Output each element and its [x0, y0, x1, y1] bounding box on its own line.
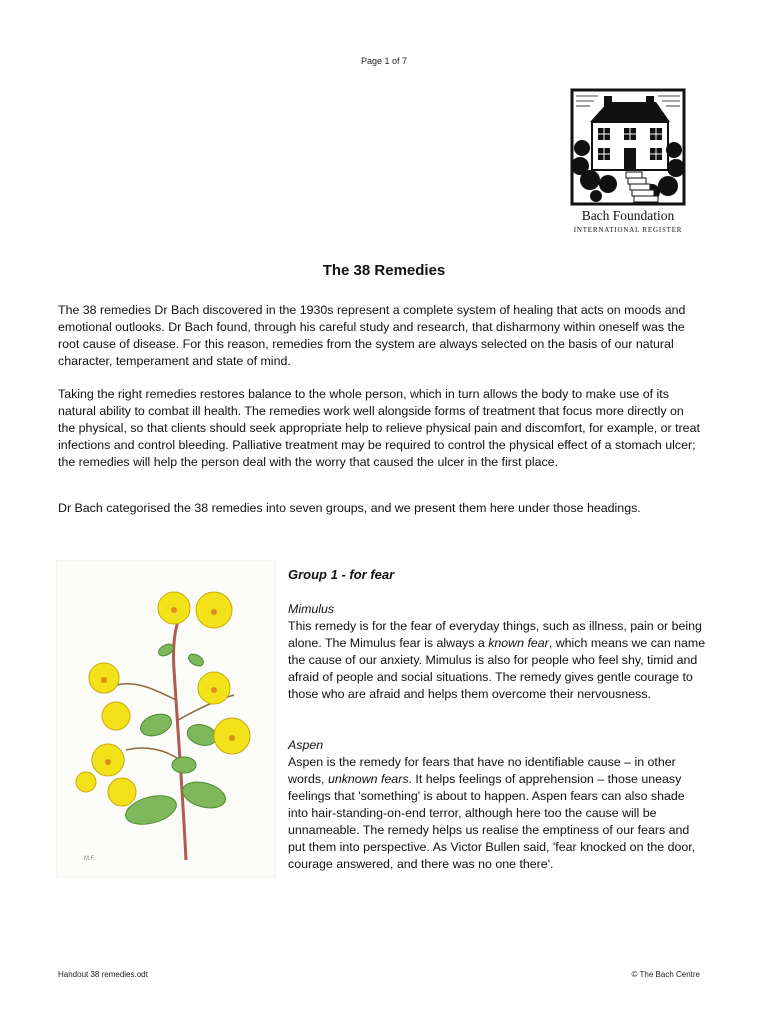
logo-name: Bach Foundation [581, 208, 675, 223]
intro-paragraph-1: The 38 remedies Dr Bach discovered in the 1930s represent a complete system of healing that acts on moods and emotional outlooks. Dr Bach found, through his careful study and research, that disharmony within oneself was the root cause of disease. For this reason, remedies from the system are always selected on the basis of our natural character, temperament and state of mind. [58, 303, 686, 368]
intro-paragraph-3: Dr Bach categorised the 38 remedies into seven groups, and we present them here under those headings. [58, 501, 641, 515]
illustration-initials: M.F. [84, 856, 96, 862]
mimulus-illustration [56, 560, 276, 878]
page-title: The 38 Remedies [322, 262, 446, 279]
known-fear-emphasis: known fear [488, 636, 549, 650]
logo-subtitle: INTERNATIONAL REGISTER [573, 226, 683, 234]
aspen-heading: Aspen [288, 738, 324, 752]
mimulus-description: This remedy is for the fear of everyday things, such as illness, pain or being alone. The Mimulus fear is always a known fear, which means we can name the cause of our anxiety. Mimulus is also for people who feel shy, timid and afraid of people and social situations. The remedy gives gentle courage to those who are afraid and helps them overcome their nervousness. [288, 619, 706, 701]
footer-copyright: © The Bach Centre [631, 970, 700, 979]
aspen-description: Aspen is the remedy for fears that have no identifiable cause – in other words, unknown fears. It helps feelings of apprehension – those uneasy feelings that 'something' is about to happen. Aspen fears can also shade into hair-standing-on-end terror, although here too the cause will be unnameable. The remedy helps us realise the emptiness of our fears and put them into perspective. As Victor Bullen said, 'fear knocked on the door, courage answered, and there was no one there'. [288, 755, 696, 871]
group-1-heading: Group 1 - for fear [288, 567, 395, 582]
page-number: Page 1 of 7 [360, 56, 408, 66]
footer-filename: Handout 38 remedies.odt [58, 970, 148, 979]
unknown-fears-emphasis: unknown fears [327, 772, 409, 786]
mimulus-heading: Mimulus [288, 602, 335, 616]
intro-paragraph-2: Taking the right remedies restores balance to the whole person, which in turn allows the body to make use of its natural ability to combat ill health. The remedies work well alongside forms of treatment that focus more directly on the physical, so that clients should seek appropriate help to relieve physical pain and discomfort, for example, or treat infections and control bleeding. Palliative treatment may be required to control the physical effect of a stomach ulcer; the remedies will help the person deal with the worry that caused the ulcer in the first place. [58, 387, 700, 469]
